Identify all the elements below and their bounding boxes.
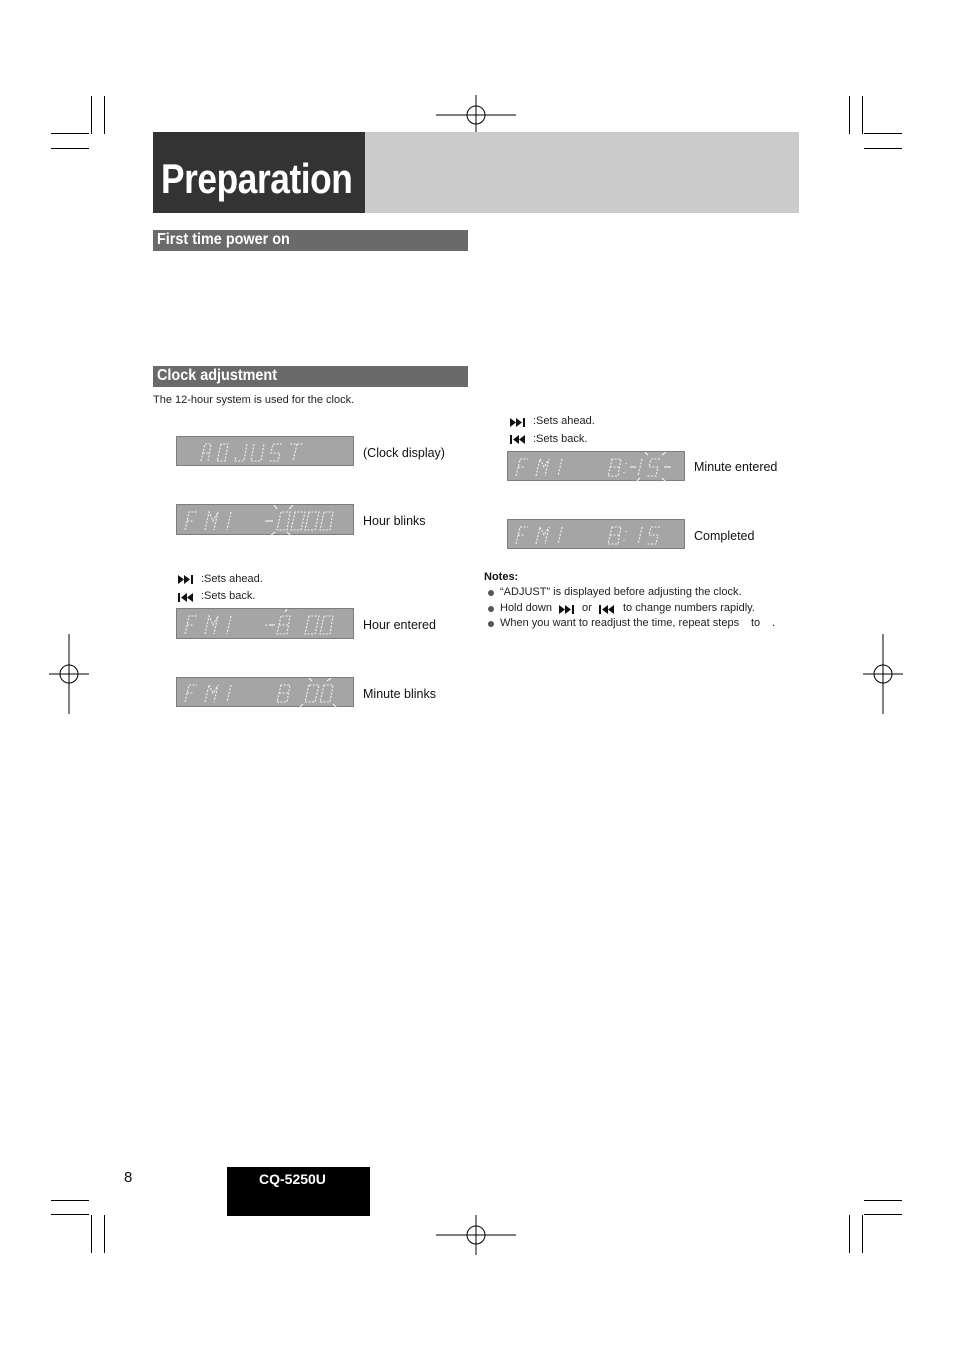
sets-ahead-text: :Sets ahead. — [533, 415, 595, 427]
sets-back-text: :Sets back. — [533, 433, 588, 445]
registration-mark-icon — [436, 95, 516, 135]
lcd-display-hour-entered — [176, 608, 354, 639]
note-item: to change numbers rapidly. — [623, 602, 755, 614]
note-item: When you want to readjust the time, repeat steps — [500, 617, 740, 629]
registration-mark-icon — [863, 634, 903, 714]
section-header-clock — [153, 366, 468, 387]
display-caption: Minute blinks — [363, 687, 436, 701]
lcd-display-hour-blinks — [176, 504, 354, 535]
note-item: or — [582, 602, 592, 614]
registration-mark-icon — [49, 634, 89, 714]
display-caption: Minute entered — [694, 460, 778, 474]
notes-heading: Notes: — [484, 571, 519, 583]
fast-forward-icon — [559, 605, 575, 614]
note-item: to — [751, 617, 761, 629]
lcd-display-minute-entered — [507, 451, 685, 481]
fast-forward-icon — [178, 575, 194, 584]
lcd-display-completed — [507, 519, 685, 549]
bullet — [488, 590, 494, 596]
display-caption: Hour entered — [363, 618, 436, 632]
display-caption: (Clock display) — [363, 446, 445, 460]
section-header-first-power — [153, 230, 468, 251]
model-label: CQ-5250U — [259, 1171, 326, 1187]
section-title: Clock adjustment — [157, 367, 278, 384]
bullet — [488, 621, 494, 627]
display-caption: Completed — [694, 529, 755, 543]
lcd-display-minute-blinks — [176, 677, 354, 707]
lcd-display-adjust — [176, 436, 354, 466]
rewind-icon — [178, 593, 194, 602]
clock-intro: The 12-hour system is used for the clock. — [153, 394, 355, 406]
sets-back-text: :Sets back. — [201, 590, 256, 602]
title-band — [365, 132, 799, 213]
bullet — [488, 606, 494, 612]
rewind-icon — [599, 605, 615, 614]
fast-forward-icon — [510, 418, 526, 427]
note-item: . — [772, 617, 776, 629]
page-title: Preparation — [161, 155, 353, 202]
display-caption: Hour blinks — [363, 514, 426, 528]
note-item: “ADJUST” is displayed before adjusting the clock. — [500, 586, 742, 598]
sets-ahead-text: :Sets ahead. — [201, 573, 263, 585]
section-title: First time power on — [157, 231, 290, 248]
registration-mark-icon — [436, 1215, 516, 1255]
note-item: Hold down — [500, 602, 552, 614]
rewind-icon — [510, 435, 526, 444]
page-number: 8 — [124, 1169, 133, 1186]
